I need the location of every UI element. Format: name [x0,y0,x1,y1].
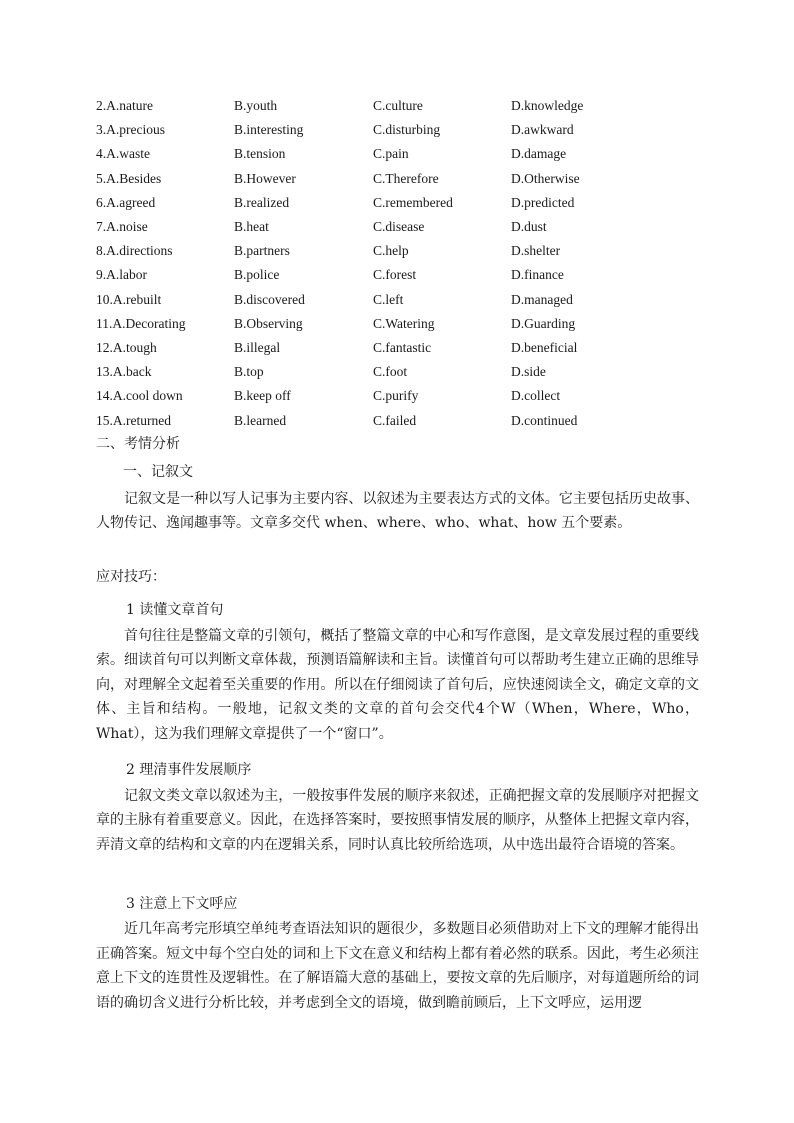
option-a: 5.A.Besides [96,170,162,186]
option-c: C.fantastic [373,339,432,355]
option-row [96,215,716,239]
option-d: D.awkward [511,122,574,138]
option-c: C.Therefore [373,170,439,186]
option-row [96,408,716,432]
option-d: D.beneficial [511,339,578,355]
option-d: D.damage [511,146,567,162]
tip-paragraph: 首句往往是整篇文章的引领句，概括了整篇文章的中心和写作意图，是文章发展过程的重要线索。细读首句可以判断文章体裁，预测语篇解读和主旨。读懂首句可以帮助考生建立正确的思维导向，对理解全文起着至关重要的作用。所以在仔细阅读了首句后，应快速阅读全文，确定文章的文体、主旨和结构。一般地，记叙文类的文章的首句会交代4个W（When，Where，Who，What），这为我们理解文章提供了一个“窗口”。 [96,628,699,742]
option-d: D.managed [511,291,573,307]
option-c: C.Watering [373,315,435,331]
option-d: D.Otherwise [511,170,580,186]
option-a: 7.A.noise [96,219,148,235]
option-c: C.disturbing [373,122,441,138]
option-a: 12.A.tough [96,339,157,355]
option-row [96,360,716,384]
option-d: D.side [511,364,546,380]
option-a: 10.A.rebuilt [96,291,162,307]
option-row [96,142,716,166]
option-b: B.top [234,364,264,380]
option-d: D.shelter [511,243,561,259]
tip-heading: 2 理清事件发展顺序 [126,762,252,778]
option-d: D.collect [511,388,561,404]
option-row [96,288,716,312]
option-row [96,118,716,142]
tip-heading: 1 读懂文章首句 [126,602,224,618]
option-b: B.partners [234,243,290,259]
option-c: C.remembered [373,194,453,210]
option-b: B.heat [234,219,269,235]
option-a: 14.A.cool down [96,388,183,404]
option-d: D.continued [511,412,578,428]
option-d: D.dust [511,219,547,235]
option-b: B.discovered [234,291,305,307]
option-row [96,312,716,336]
option-row [96,191,716,215]
option-d: D.finance [511,267,564,283]
option-c: C.pain [373,146,409,162]
option-row [96,94,716,118]
option-d: D.knowledge [511,98,584,114]
option-a: 9.A.labor [96,267,147,283]
option-b: B.However [234,170,296,186]
option-c: C.left [373,291,404,307]
option-b: B.police [234,267,280,283]
tip-paragraph: 近几年高考完形填空单纯考查语法知识的题很少，多数题目必须借助对上下文的理解才能得出正确答案。短文中每个空白处的词和上下文在意义和结构上都有着必然的联系。因此，考生必须注意上下文的连贯性及逻辑性。在了解语篇大意的基础上，要按文章的先后顺序，对每道题所给的词语的确切含义进行分析比较，并考虑到全文的语境，做到瞻前顾后，上下文呼应，运用逻 [96,921,699,1011]
option-b: B.tension [234,146,286,162]
option-row [96,336,716,360]
tip-heading: 3 注意上下文呼应 [126,896,238,912]
tips-label: 应对技巧： [96,569,166,585]
option-b: B.keep off [234,388,291,404]
option-d: D.predicted [511,194,575,210]
option-c: C.disease [373,219,425,235]
option-a: 13.A.back [96,364,152,380]
option-a: 2.A.nature [96,98,153,114]
option-c: C.failed [373,412,417,428]
option-b: B.youth [234,98,278,114]
option-b: B.Observing [234,315,303,331]
option-b: B.learned [234,412,287,428]
option-c: C.foot [373,364,408,380]
option-a: 8.A.directions [96,243,173,259]
option-a: 6.A.agreed [96,194,156,210]
section-heading: 二、考情分析 [96,436,180,452]
tip-paragraph: 记叙文类文章以叙述为主，一般按事件发展的顺序来叙述，正确把握文章的发展顺序对把握文章的主脉有着重要意义。因此，在选择答案时，要按照事情发展的顺序，从整体上把握文章内容，弄清文章的结构和文章的内在逻辑关系，同时认真比较所给选项，从中选出最符合语境的答案。 [96,788,699,853]
option-c: C.forest [373,267,417,283]
option-a: 3.A.precious [96,122,165,138]
option-row [96,239,716,263]
intro-paragraph: 记叙文是一种以写人记事为主要内容、以叙述为主要表达方式的文体。它主要包括历史故事、人物传记、逸闻趣事等。文章多交代 when、where、who、what、how 五个要素。 [96,491,699,532]
option-b: B.illegal [234,339,281,355]
option-row [96,384,716,408]
option-c: C.culture [373,98,423,114]
option-c: C.purify [373,388,419,404]
subsection-heading: 一、记叙文 [123,464,193,480]
option-c: C.help [373,243,409,259]
option-a: 4.A.waste [96,146,150,162]
option-d: D.Guarding [511,315,576,331]
option-row [96,167,716,191]
option-b: B.interesting [234,122,304,138]
option-a: 11.A.Decorating [96,315,186,331]
option-a: 15.A.returned [96,412,171,428]
answer-options-table [96,94,716,433]
option-row [96,263,716,287]
option-b: B.realized [234,194,290,210]
